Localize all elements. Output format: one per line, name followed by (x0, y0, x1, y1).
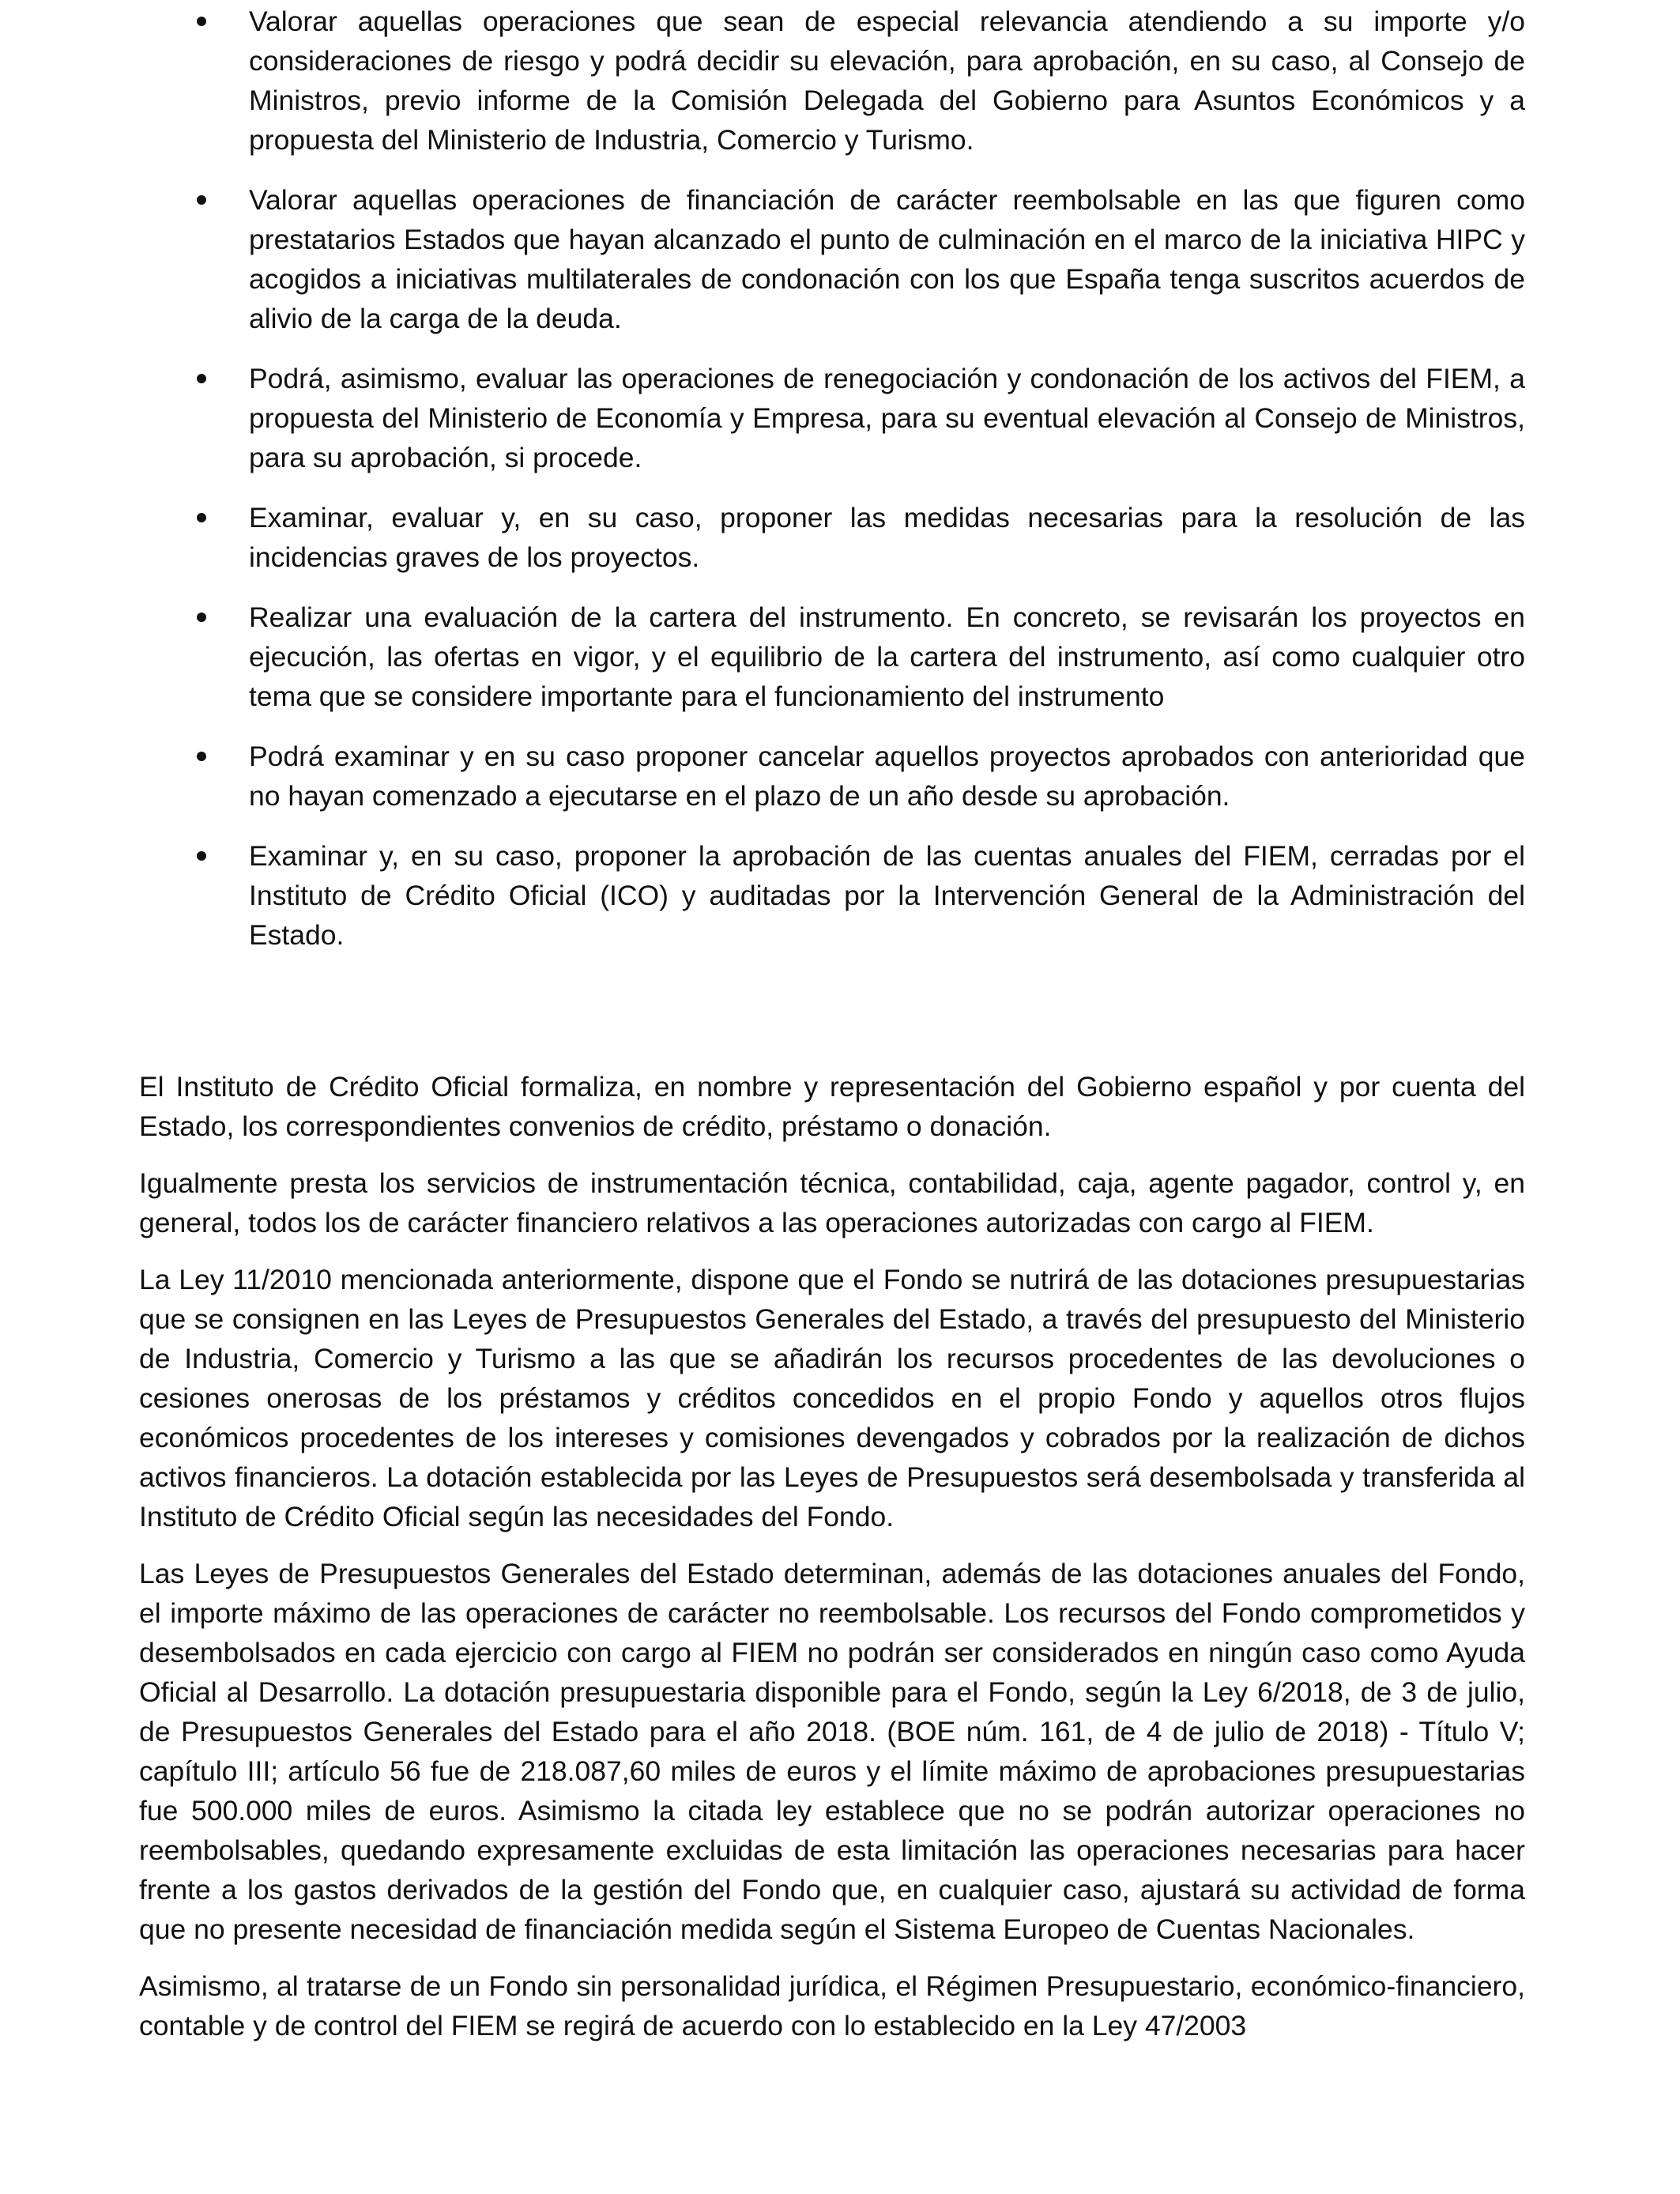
list-item (249, 180, 1525, 338)
list-item-text: Podrá examinar y en su caso proponer cancelar aquellos proyectos aprobados con anterioridad que no hayan comenzado a ejecutarse en el plazo de un año desde su aprobación. (249, 741, 1525, 812)
list-item (249, 836, 1525, 955)
list-item (249, 2, 1525, 160)
paragraph-ico-formaliza: El Instituto de Crédito Oficial formaliza, en nombre y representación del Gobierno español y por cuenta del Estado, los correspondientes convenios de crédito, préstamo o donación. (139, 1071, 1525, 1142)
paragraph-servicios: Igualmente presta los servicios de instrumentación técnica, contabilidad, caja, agente pagador, control y, en general, todos los de carácter financiero relativos a las operaciones autorizadas con cargo al FIEM. (139, 1167, 1525, 1238)
body-text (139, 1067, 1525, 2063)
list-item-text: Podrá, asimismo, evaluar las operaciones de renegociación y condonación de los activos del FIEM, a propuesta del Ministerio de Economía y Empresa, para su eventual elevación al Consejo de Ministros, para su aprobación, si procede. (249, 363, 1525, 473)
paragraph-ley-11-2010: La Ley 11/2010 mencionada anteriormente, dispone que el Fondo se nutrirá de las dotaciones presupuestarias que se consignen en las Leyes de Presupuestos Generales del Estado, a través del presupuesto del Ministerio de Industria, Comercio y Turismo a las que se añadirán los recursos procedentes de las devoluciones o cesiones onerosas de los préstamos y créditos concedidos en el propio Fondo y aquellos otros flujos económicos procedentes de los intereses y comisiones devengados y cobrados por la realización de dichos activos financieros. La dotación establecida por las Leyes de Presupuestos será desembolsada y transferida al Instituto de Crédito Oficial según las necesidades del Fondo. (139, 1264, 1525, 1532)
bullet-icon (197, 17, 206, 26)
list-item-text: Realizar una evaluación de la cartera del instrumento. En concreto, se revisarán los proyectos en ejecución, las ofertas en vigor, y el equilibrio de la cartera del instrumento, así como cualquier otro tema que se considere importante para el funcionamiento del instrumento (249, 601, 1525, 712)
paragraph-leyes-presupuestos: Las Leyes de Presupuestos Generales del Estado determinan, además de las dotaciones anuales del Fondo, el importe máximo de las operaciones de carácter no reembolsable. Los recursos del Fondo comprometidos y desembolsados en cada ejercicio con cargo al FIEM no podrán ser considerados en ningún caso como Ayuda Oficial al Desarrollo. La dotación presupuestaria disponible para el Fondo, según la Ley 6/2018, de 3 de julio, de Presupuestos Generales del Estado para el año 2018. (BOE núm. 161, de 4 de julio de 2018) - Título V; capítulo III; artículo 56 fue de 218.087,60 miles de euros y el límite máximo de aprobaciones presupuestarias fue 500.000 miles de euros. Asimismo la citada ley establece que no se podrán autorizar operaciones no reembolsables, quedando expresamente excluidas de esta limitación las operaciones necesarias para hacer frente a los gastos derivados de la gestión del Fondo que, en cualquier caso, ajustará su actividad de forma que no presente necesidad de financiación medida según el Sistema Europeo de Cuentas Nacionales. (139, 1558, 1525, 1945)
bullet-icon (197, 513, 206, 522)
list-item (249, 359, 1525, 477)
list-item (249, 498, 1525, 577)
bullet-icon (197, 752, 206, 761)
bullet-icon (197, 851, 206, 861)
paragraph-regimen-presupuestario: Asimismo, al tratarse de un Fondo sin personalidad jurídica, el Régimen Presupuestario, económico-financiero, contable y de control del FIEM se regirá de acuerdo con lo establecido en la Ley 47/2003 (139, 1970, 1525, 2041)
list-item-text: Examinar, evaluar y, en su caso, proponer las medidas necesarias para la resolución de las incidencias graves de los proyectos. (249, 502, 1525, 573)
bullet-icon (197, 195, 206, 205)
list-item-text: Examinar y, en su caso, proponer la aprobación de las cuentas anuales del FIEM, cerradas por el Instituto de Crédito Oficial (ICO) y auditadas por la Intervención General de la Administración del Estado. (249, 840, 1525, 951)
list-item (249, 737, 1525, 816)
bullet-icon (197, 613, 206, 622)
list-item-text: Valorar aquellas operaciones que sean de especial relevancia atendiendo a su importe y/o consideraciones de riesgo y podrá decidir su elevación, para aprobación, en su caso, al Consejo de Ministros, previo informe de la Comisión Delegada del Gobierno para Asuntos Económicos y a propuesta del Ministerio de Industria, Comercio y Turismo. (249, 6, 1525, 156)
list-item (249, 598, 1525, 716)
list-item-text: Valorar aquellas operaciones de financiación de carácter reembolsable en las que figuren como prestatarios Estados que hayan alcanzado el punto de culminación en el marco de la iniciativa HIPC y acogidos a iniciativas multilaterales de condonación con los que España tenga suscritos acuerdos de alivio de la carga de la deuda. (249, 184, 1525, 334)
bullet-icon (197, 374, 206, 383)
bullet-list (249, 2, 1525, 975)
